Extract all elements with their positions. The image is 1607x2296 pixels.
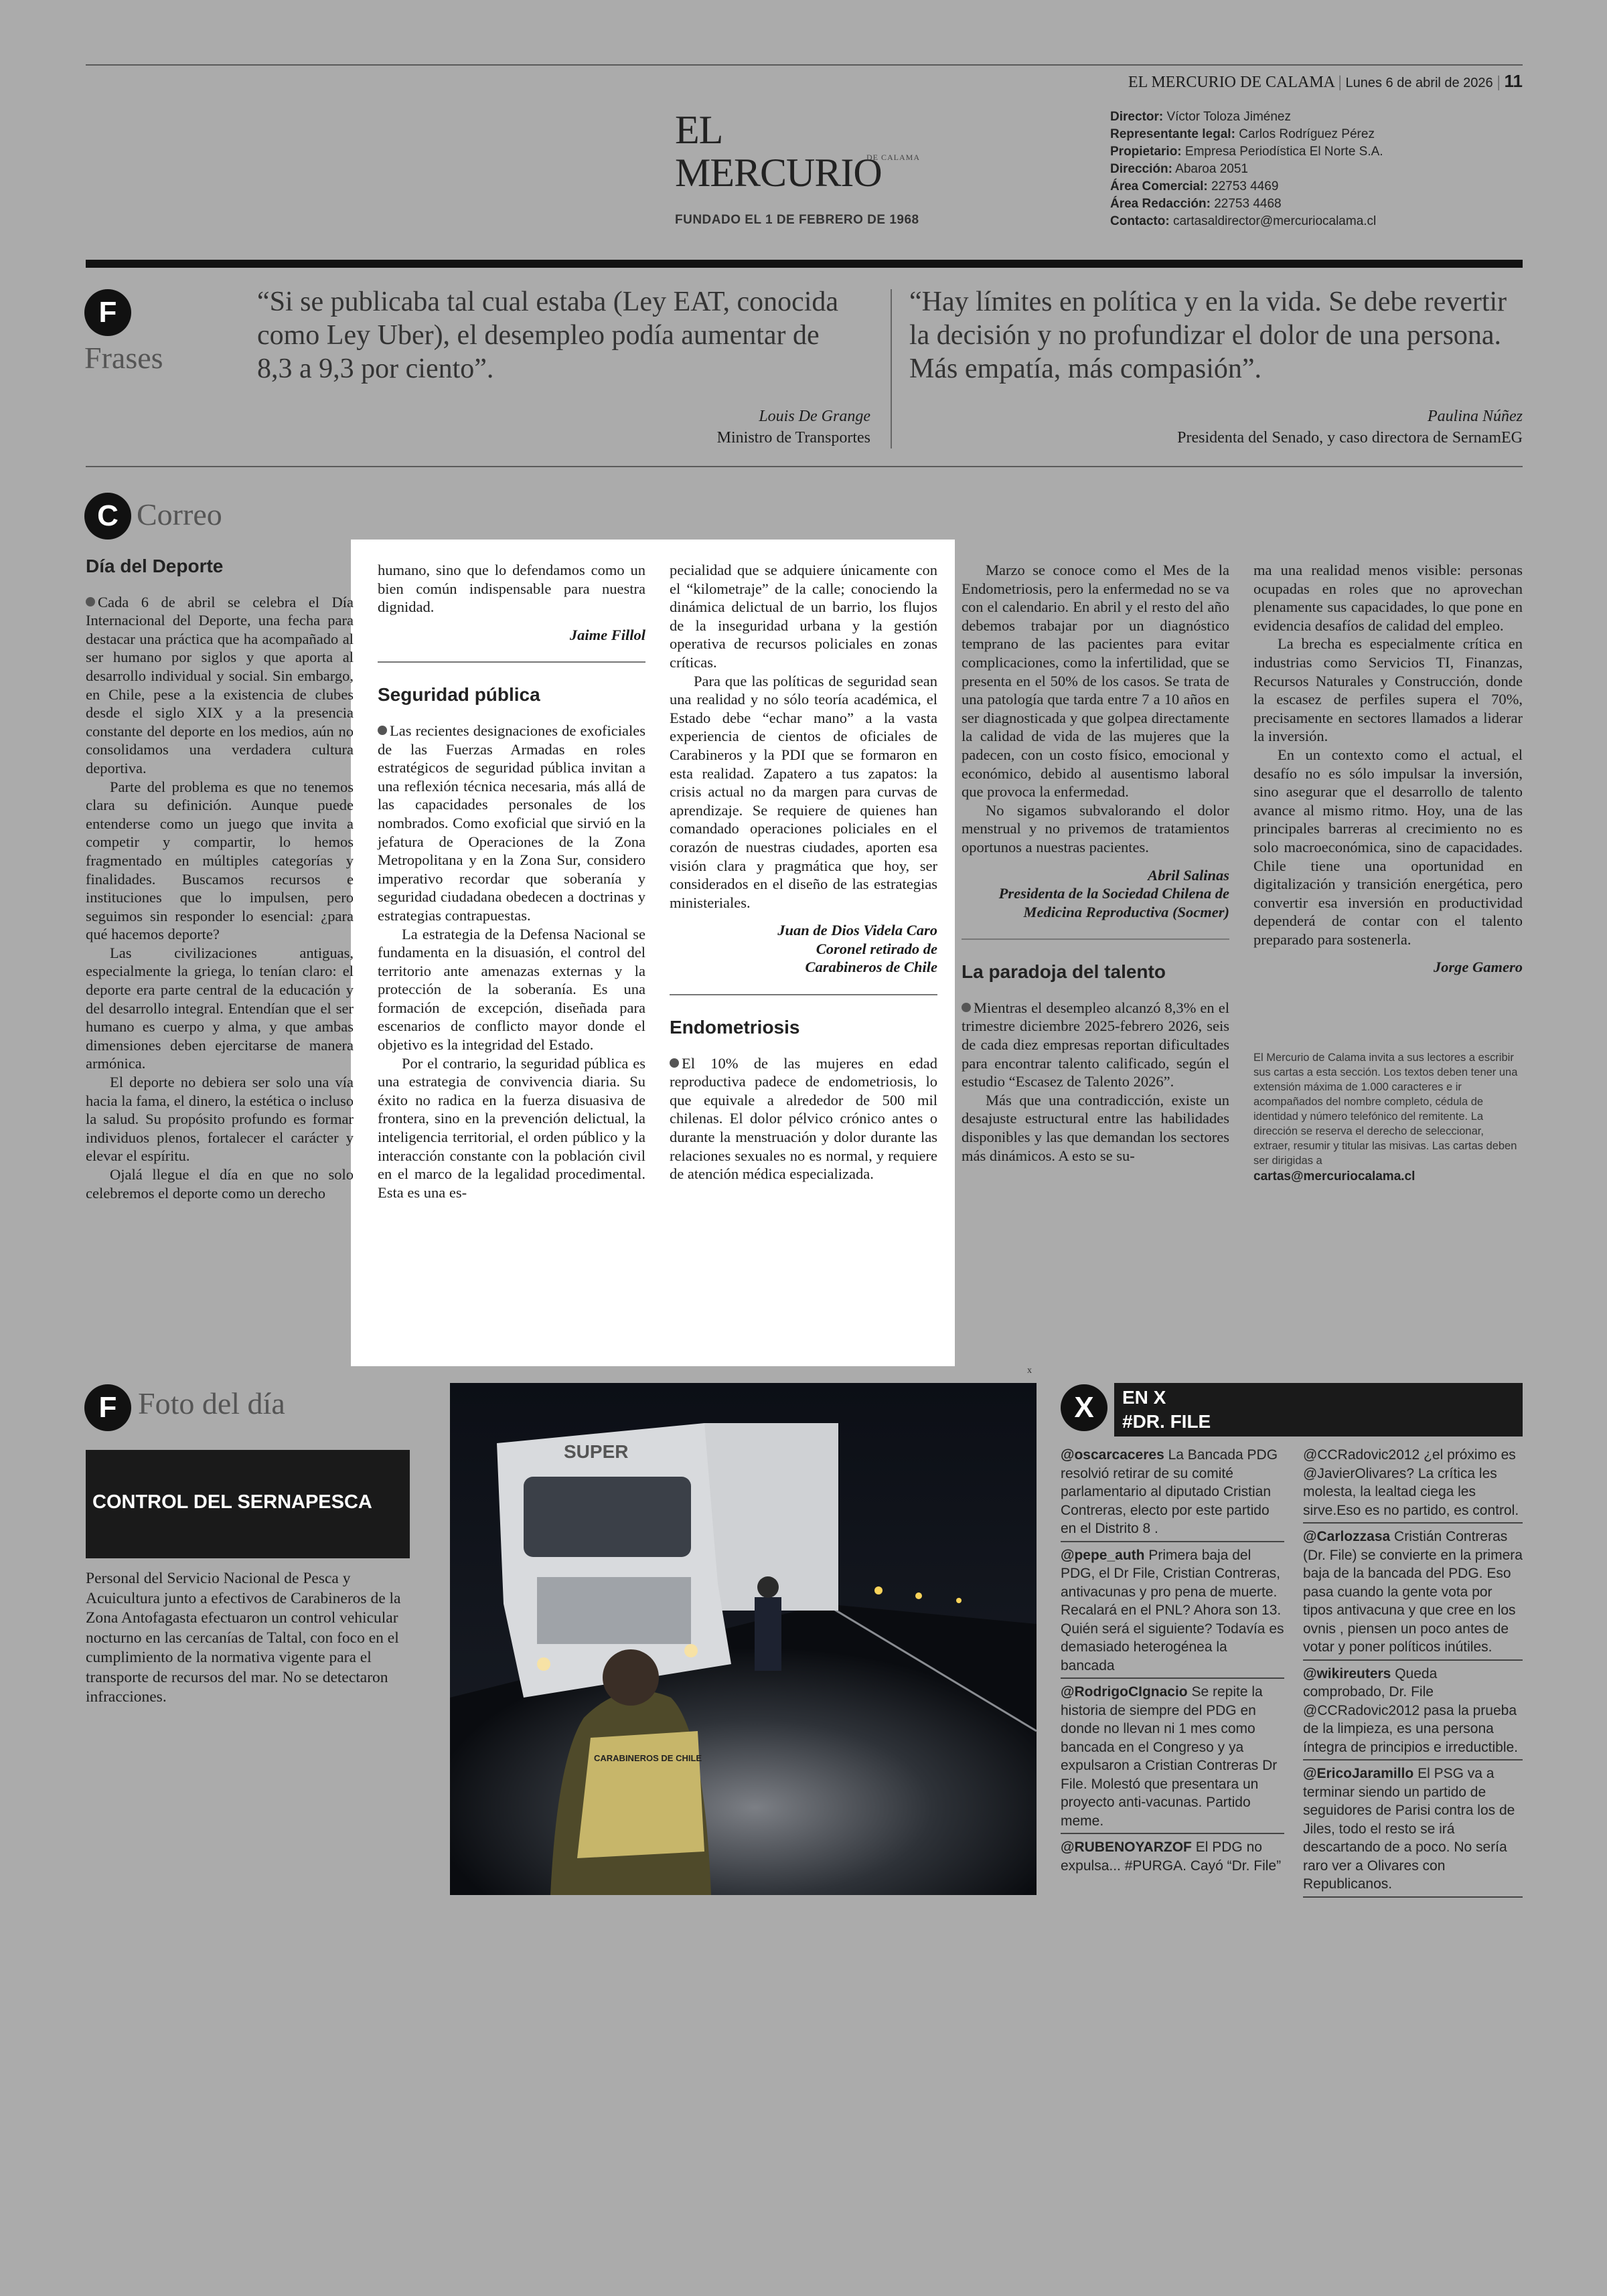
tweet: @RodrigoCIgnacio Se repite la historia de siempre del PDG en donde no llevan ni 1 mes como bancada en el Congreso y ya expulsaron a Cristian Contreras Dr File. Molestó que presentara un proyecto anti-vacunas. Partido meme. <box>1061 1683 1284 1834</box>
foto-title-box <box>86 1450 410 1558</box>
logo-sub: DE CALAMA <box>866 153 920 162</box>
photo-of-the-day <box>450 1383 1037 1895</box>
letter-column-4 <box>962 561 1229 1165</box>
street-light <box>956 1598 962 1603</box>
letter-paragraph: Las civilizaciones antiguas, especialmente la griega, lo tenían claro: el deporte era parte central de la educación y del desarrollo integral. Entendían que el ser humano es cuerpo y alma, y que ambas dimensiones deben ejercitarse de manera armónica. <box>86 944 354 1072</box>
enx-title-1: EN X <box>1122 1387 1166 1408</box>
letter-column-3 <box>670 561 937 1183</box>
tweet-handle[interactable]: @Carlozzasa <box>1303 1529 1391 1544</box>
letter-paragraph: Cada 6 de abril se celebra el Día Internacional del Deporte, una fecha para destacar una práctica que ha acompañado al ser humano por siglos y que aporta al desarrollo individual y social. Sin embargo, en Chile, pese a la existencia de clubes desde el siglo XIX y a la presencia constante del deporte en los medios, aún no consolidamos una verdadera cultura deportiva. <box>86 593 354 776</box>
quote-1-role: Ministro de Transportes <box>716 429 870 446</box>
truck-grille <box>537 1577 691 1644</box>
tweet: @wikireuters Queda comprobado, Dr. File @CCRadovic2012 pasa la prueba de la limpieza, es una persona íntegra de principios e irreductible. <box>1303 1665 1523 1761</box>
x-icon: X <box>1061 1384 1107 1431</box>
letters-notice: El Mercurio de Calama invita a sus lectores a escribir sus cartas a esta sección. Los textos deben tener una extensión máxima de 1.000 caracteres e ir acompañados del nombre completo, cédula de identidad y número telefónico del remitente. La dirección se reserva el derecho de seleccionar, extraer, resumir y titular las misivas. Las cartas deben ser dirigidas a cartas@mercuriocalama.cl <box>1253 1050 1523 1184</box>
frases-bottom-rule <box>86 466 1523 467</box>
meta-line: Dirección: Abaroa 2051 <box>1110 162 1248 176</box>
folio-sep: | <box>1497 74 1505 91</box>
tweet-handle[interactable]: @RodrigoCIgnacio <box>1061 1684 1188 1700</box>
foto-corner-mark: x <box>1027 1366 1032 1376</box>
tweets-left <box>1061 1446 1284 1882</box>
enx-title-2: #DR. FILE <box>1122 1411 1211 1432</box>
meta-line: Propietario: Empresa Periodística El Norte S.A. <box>1110 145 1383 159</box>
letter-paragraph: Para que las políticas de seguridad sean una realidad y no sólo teoría académica, el Estado debe “echar mano” a la vasta experiencia de cientos de oficiales de Carabineros y la PDI que se formaron en esta realidad. Zapatero a tus zapatos: la crisis actual no da margen para curvas de aprendizaje. Se requiere de quienes han comandado operaciones policiales en el corazón de nuestras ciudades, aporten esa visión clara y pragmática que hoy, ser considerados en el diseño de las estrategias ministeriales. <box>670 672 937 911</box>
bullet-icon <box>962 1003 971 1012</box>
meta-line: Representante legal: Carlos Rodríguez Pérez <box>1110 127 1375 141</box>
tweet-handle[interactable]: @wikireuters <box>1303 1665 1391 1682</box>
letters-email[interactable]: cartas@mercuriocalama.cl <box>1253 1169 1415 1184</box>
officer-vest-label: CARABINEROS DE CHILE <box>594 1753 702 1763</box>
officer-2 <box>755 1597 781 1671</box>
letter-signature: Jaime Fillol <box>569 626 645 643</box>
heavy-rule <box>86 260 1523 268</box>
meta-line: Contacto: cartasaldirector@mercuriocalama.cl <box>1110 214 1377 228</box>
truck-light <box>537 1657 550 1671</box>
letter-paragraph: Ojalá llegue el día en que no solo celebremos el deporte como un derecho <box>86 1166 354 1202</box>
bullet-icon <box>86 597 95 606</box>
letter-paragraph: Más que una contradicción, existe un desajuste estructural entre las habilidades disponibles y las que demandan los sectores más dinámicos. A esto se su- <box>962 1091 1229 1164</box>
street-light <box>874 1586 883 1594</box>
enx-title-box <box>1114 1383 1523 1437</box>
street-light <box>915 1592 922 1599</box>
bullet-icon <box>378 726 387 735</box>
quote-2-author: Paulina Núñez <box>1428 408 1523 425</box>
letter-heading: La paradoja del talento <box>962 961 1166 983</box>
truck-label: SUPER <box>564 1441 629 1462</box>
letter-paragraph: Marzo se conoce como el Mes de la Endometriosis, pero la enfermedad no se va con el calendario. En abril y el resto del año debemos trabajar por un diagnóstico temprano de las pacientes para evitar complicaciones, como la infertilidad, que se presenta en el 50% de los casos. Se trata de una patología que tarda entre 7 a 10 años en ser diagnosticada y que golpea directamente la calidad de vida de las mujeres que la padecen, con un costo físico, emocional y económico, debido al ausentismo laboral que provoca la enfermedad. <box>962 562 1229 801</box>
letter-paragraph: No sigamos subvalorando el dolor menstrual y no privemos de tratamientos oportunos a nuestras pacientes. <box>962 801 1229 855</box>
staff-box <box>1110 108 1383 230</box>
officer-vest <box>577 1731 704 1858</box>
meta-line: Área Redacción: 22753 4468 <box>1110 197 1282 211</box>
letter-paragraph: La estrategia de la Defensa Nacional se fundamenta en la disuasión, el control del territorio ante amenazas externas y la protección de la soberanía. Es una formación de excepción, diseñada para escenarios de conflicto mayor donde el objetivo es la integridad del Estado. <box>378 925 645 1054</box>
frases-title: Frases <box>84 341 163 375</box>
letter-paragraph: La brecha es especialmente crítica en industrias como Servicios TI, Finanzas, Recursos Naturales y Construcción, donde la escasez de perfiles supera el 70%, precisamente en sectores llamados a liderar la inversión. <box>1253 635 1523 745</box>
letter-heading: Endometriosis <box>670 1017 800 1038</box>
quote-1: “Si se publicaba tal cual estaba (Ley EAT, conocida como Ley Uber), el desempleo podía aumentar de 8,3 a 9,3 por ciento”. <box>257 286 839 384</box>
letter-paragraph: Parte del problema es que no tenemos clara su definición. Aunque puede entenderse como un juego que invita a competir y compartir, lo hemos fragmentado en múltiples categorías y finalidades. Buscamos recursos e instituciones que lo impulsen, pero seguimos sin responder lo esencial: ¿para qué hacemos deporte? <box>86 778 354 943</box>
letter-paragraph: ma una realidad menos visible: personas ocupadas en roles que no aprovechan plenamente sus capacidades, lo que pone en evidencia desafíos de calidad del empleo. <box>1253 562 1523 634</box>
letter-column-5 <box>1253 561 1523 1184</box>
masthead-logo <box>675 108 929 228</box>
meta-line: Director: Víctor Toloza Jiménez <box>1110 110 1291 124</box>
correo-title: Correo <box>137 497 222 531</box>
letter-paragraph: El deporte no debiera ser solo una vía hacia la fama, el dinero, la estética o incluso la salud. Su propósito profundo es formar individuos plenos, fortalecer el carácter y elevar el espíritu. <box>86 1074 354 1165</box>
foto-box-title: CONTROL DEL SERNAPESCA <box>92 1491 372 1513</box>
quote-1-author: Louis De Grange <box>759 408 870 425</box>
letter-column-2 <box>378 561 645 1202</box>
tweet: @Carlozzasa Cristián Contreras (Dr. File) se convierte en la primera baja de la bancada del PDG. Eso pasa cuando la gente vota por tipos antivacuna y que cree en los ovnis , piensen un poco antes de votar y poner políticos inútiles. <box>1303 1528 1523 1661</box>
foto-title: Foto del día <box>138 1386 285 1420</box>
letter-paragraph: Por el contrario, la seguridad pública es una estrategia de convivencia diaria. Su éxito no radica en la fuerza disuasiva de frontera, sino en la prevención delictual, la inteligencia territorial, el orden público y la interacción constante con la población civil en el marco de la legalidad procedimental. Esta es una es- <box>378 1054 645 1201</box>
quote-divider <box>891 289 892 448</box>
top-rule <box>86 64 1523 66</box>
folio-date: Lunes 6 de abril de 2026 <box>1345 76 1493 90</box>
letter-paragraph: Las recientes designaciones de exoficiales de las Fuerzas Armadas en roles estratégicos de seguridad pública invitan a una reflexión técnica necesaria, más allá de las capacidades personales de los nombrados. Como exoficial que sirvió en la jefatura de Operaciones de la Zona Metropolitana y en la Zona Sur, considero imperativo recordar que soberanía y seguridad ciudadana obedecen a doctrinas y estrategias contrapuestas. <box>378 722 645 924</box>
letter-divider <box>378 661 645 663</box>
truck-light <box>684 1644 698 1657</box>
letter-divider <box>962 938 1229 940</box>
letter-heading: Seguridad pública <box>378 684 540 706</box>
tweets-right <box>1303 1446 1523 1902</box>
tweet-handle[interactable]: @EricoJaramillo <box>1303 1766 1414 1781</box>
letter-paragraph: pecialidad que se adquiere únicamente con el “kilometraje” de la calle; conociendo la dinámica delictual de un barrio, los flujos de la inseguridad urbana y la gestión operativa de recursos policiales en zonas críticas. <box>670 562 937 671</box>
letter-divider <box>670 994 937 995</box>
correo-icon: C <box>84 493 131 540</box>
officer-2-head <box>757 1576 779 1598</box>
meta-line: Área Comercial: 22753 4469 <box>1110 179 1279 193</box>
tweet: @oscarcaceres La Bancada PDG resolvió retirar de su comité parlamentario al diputado Cristian Contreras, electo por este partido en el Distrito 8 . <box>1061 1446 1284 1542</box>
letter-signature: Abril Salinas Presidenta de la Sociedad Chilena de Medicina Reproductiva (Socmer) <box>998 866 1229 920</box>
tweet: @CCRadovic2012 ¿el próximo es @JavierOlivares? La crítica les molesta, la lealtad ciega les sirve.Eso es no partido, es control. <box>1303 1446 1523 1524</box>
letter-paragraph: En un contexto como el actual, el desafío no es sólo impulsar la inversión, sino asegurar que el desarrollo de talento avance al mismo ritmo. Hoy, una de las principales barreras al crecimiento no es solo macroeconómica, sino de capacidades. Chile tiene una oportunidad en digitalización y transición energética, pero convertir esa inversión en productividad dependerá de contar con el talento preparado para sostenerla. <box>1253 746 1523 948</box>
folio-paper: EL MERCURIO DE CALAMA <box>1128 74 1334 91</box>
founded-line: FUNDADO EL 1 DE FEBRERO DE 1968 <box>675 213 919 227</box>
frases-icon: F <box>84 289 131 336</box>
tweet-handle[interactable]: @oscarcaceres <box>1061 1447 1164 1463</box>
tweet: @pepe_auth Primera baja del PDG, el Dr File, Cristian Contreras, antivacunas y pro pena de muerte. Recalará en el PNL? Ahora son 13. Quién será el siguiente? Todavía es demasiado heterogénea la bancada <box>1061 1546 1284 1679</box>
quote-2-role: Presidenta del Senado, y caso directora de SernamEG <box>1177 429 1523 446</box>
truck-windshield <box>524 1477 691 1557</box>
folio-sep: | <box>1338 74 1346 91</box>
folio <box>1071 70 1523 94</box>
foto-caption: Personal del Servicio Nacional de Pesca y Acuicultura junto a efectivos de Carabineros de la Zona Antofagasta efectuaron un control vehicular nocturno en las cercanías de Taltal, con foco en el cumplimiento de la normativa vigente para el transporte de recursos del mar. No se detectaron infracciones. <box>86 1570 401 1706</box>
quote-1-signature <box>469 406 870 448</box>
page-number: 11 <box>1504 71 1523 91</box>
letter-paragraph: El 10% de las mujeres en edad reproductiva padece de endometriosis, lo que equivale a alrededor de 500 mil chilenas. El dolor pélvico crónico antes o durante la menstruación y dolor durante las relaciones sexuales no es normal, y requiere de atención médica especializada. <box>670 1054 937 1183</box>
tweet-handle[interactable]: @pepe_auth <box>1061 1547 1145 1563</box>
letter-signature: Jorge Gamero <box>1433 959 1523 976</box>
officer-head <box>603 1649 659 1706</box>
logo-main: EL MERCURIO <box>675 108 882 195</box>
quote-2: “Hay límites en política y en la vida. Se debe revertir la decisión y no profundizar el dolor de una persona. Más empatía, más compasión”. <box>909 286 1507 384</box>
tweet: @EricoJaramillo El PSG va a terminar siendo un partido de seguidores de Parisi contra los de Jiles, todo el resto se irá descartando de a poco. No sería raro ver a Olivares con Republicanos. <box>1303 1765 1523 1898</box>
letter-column-1 <box>86 557 354 1202</box>
tweet-handle[interactable]: @RUBENOYARZOF <box>1061 1839 1192 1855</box>
tweet: @RUBENOYARZOF El PDG no expulsa... #PURGA. Cayó “Dr. File” <box>1061 1839 1282 1874</box>
letter-heading: Día del Deporte <box>86 556 224 576</box>
foto-icon: F <box>84 1384 131 1431</box>
letter-paragraph: Mientras el desempleo alcanzó 8,3% en el trimestre diciembre 2025-febrero 2026, seis de cada diez empresas reportan dificultades para encontrar talento calificado, según el estudio “Escasez de Talento 2026”. <box>962 999 1229 1090</box>
letter-signature: Juan de Dios Videla Caro Coronel retirado de Carabineros de Chile <box>777 922 937 976</box>
letter-paragraph: humano, sino que lo defendamos como un bien común indispensable para nuestra dignidad. <box>378 562 645 616</box>
quote-2-signature <box>1004 406 1523 448</box>
bullet-icon <box>670 1058 679 1068</box>
